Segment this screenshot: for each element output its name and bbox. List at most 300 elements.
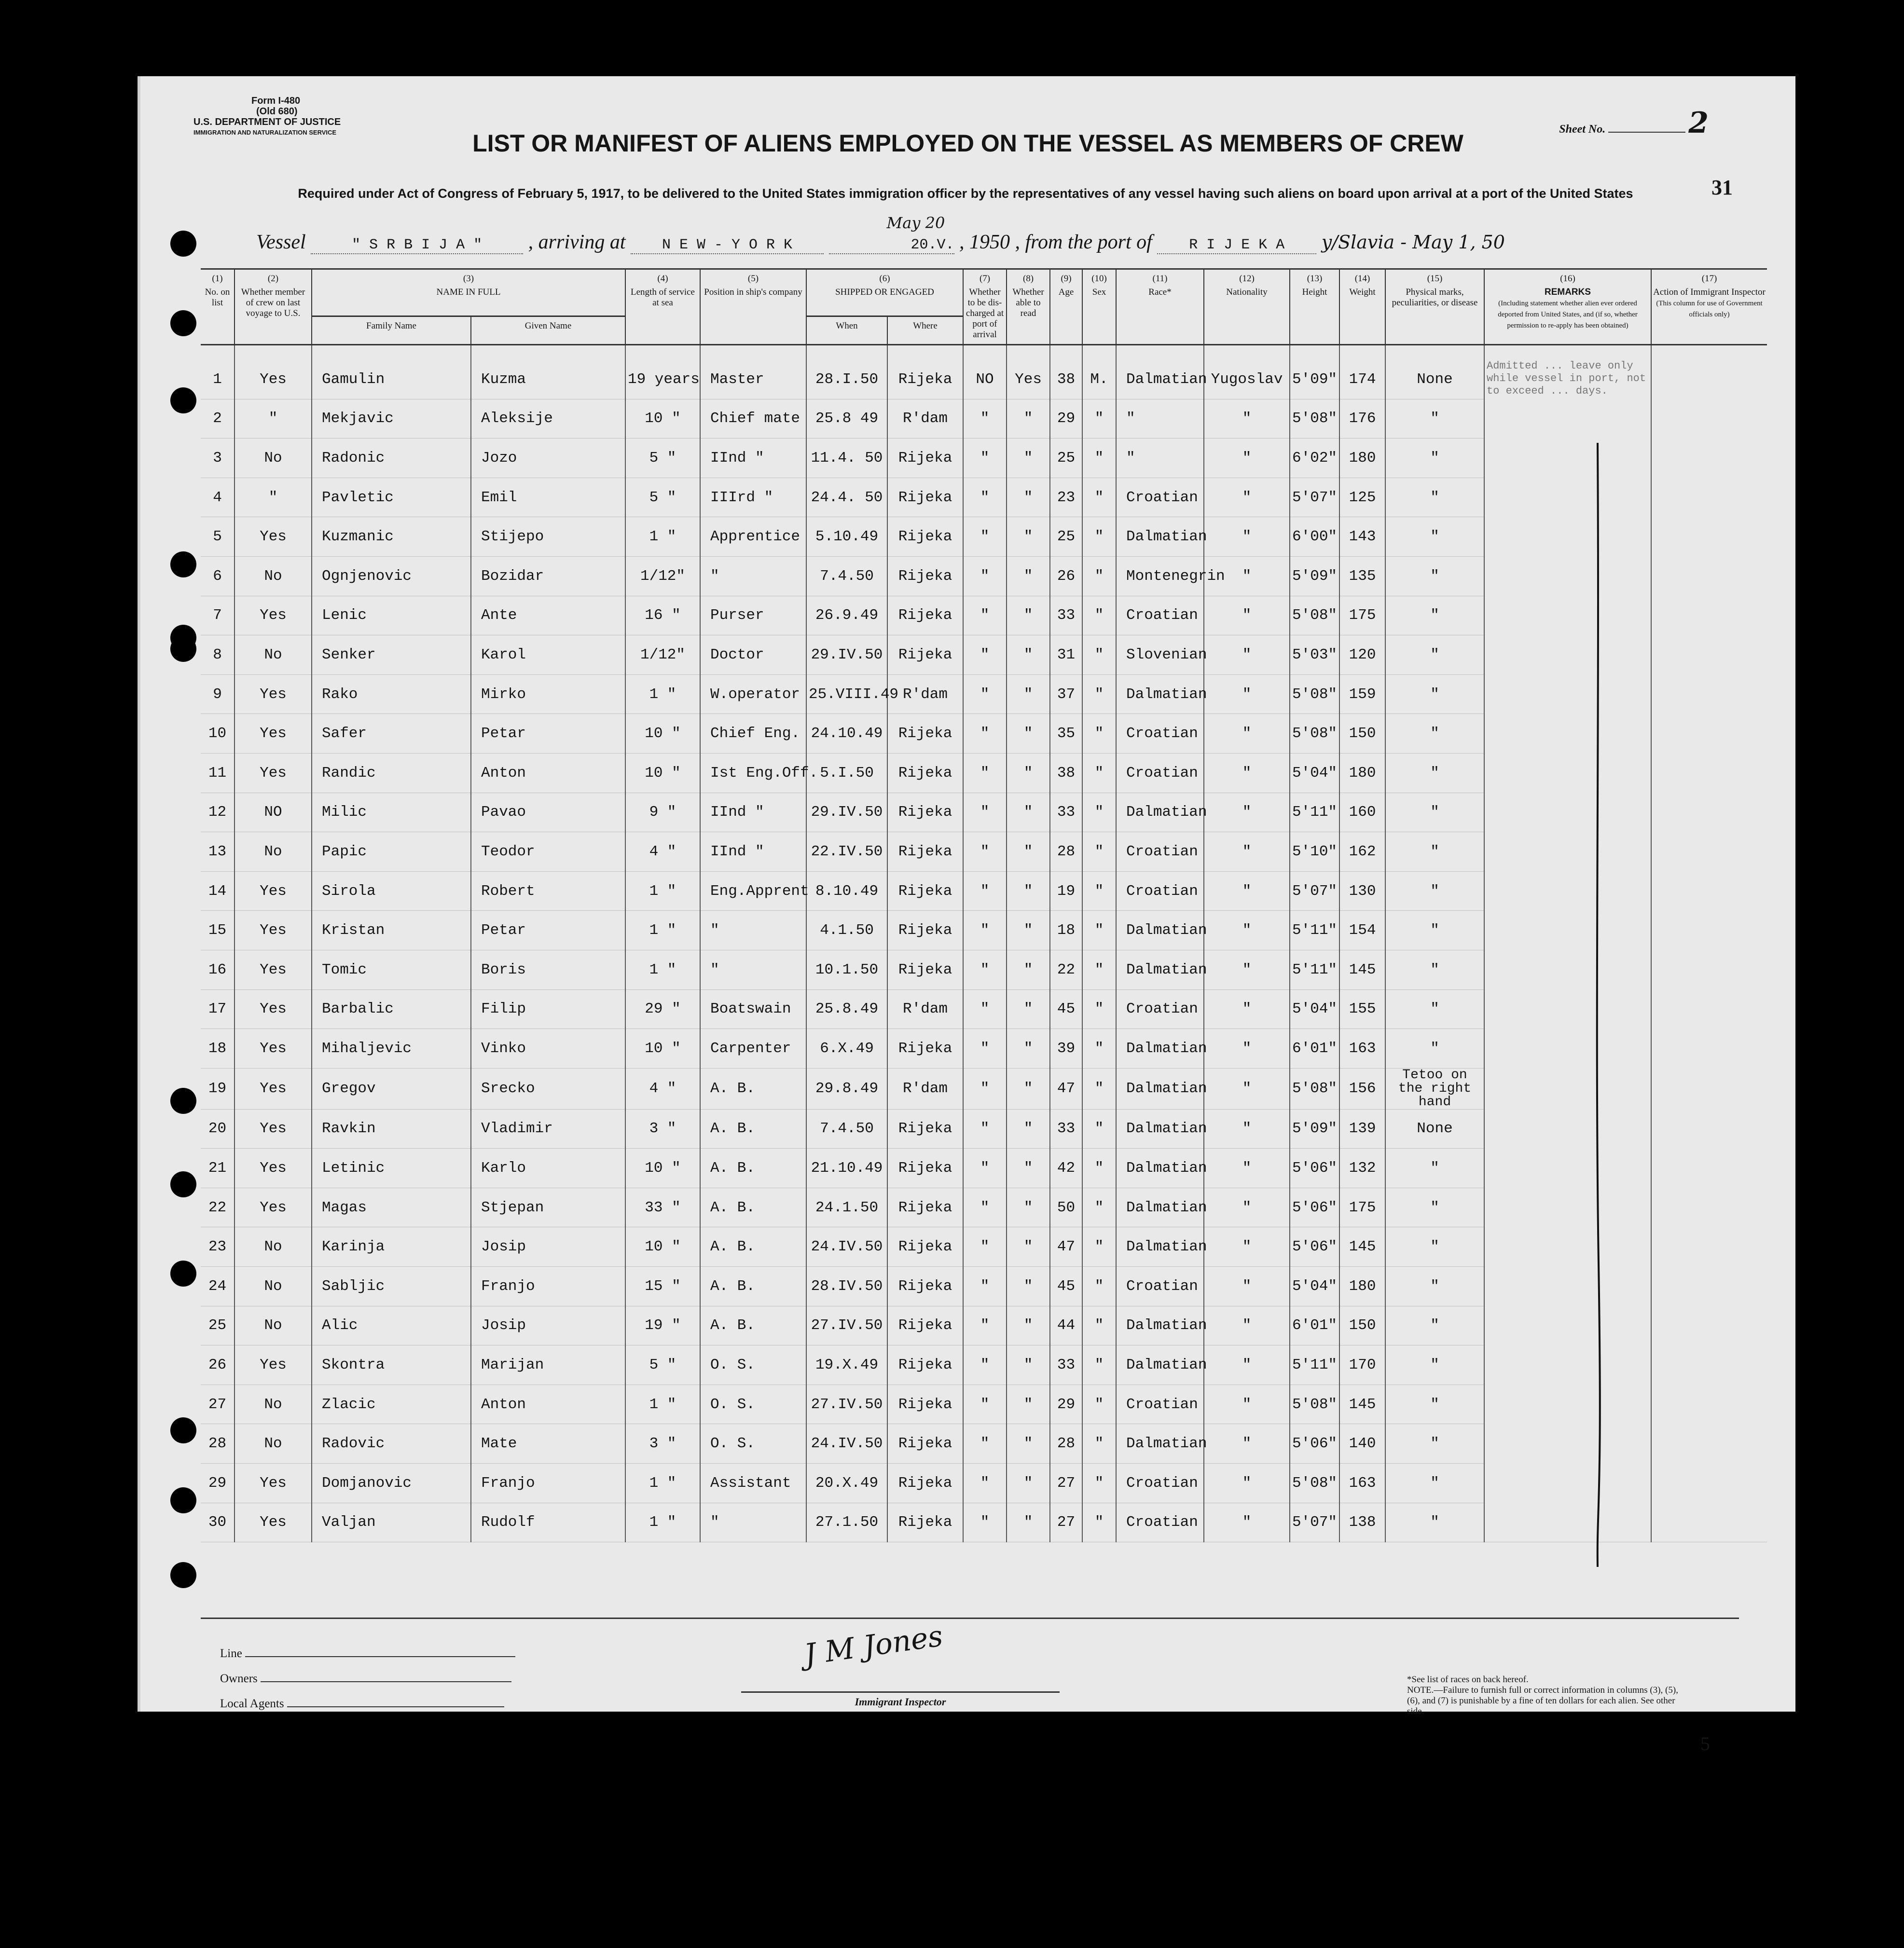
- cell-sex: ": [1082, 871, 1116, 911]
- cell-shipped-when: 29.8.49: [806, 1068, 887, 1109]
- cell-family-name: Radonic: [312, 439, 471, 478]
- cell-able-to-read: ": [1007, 1424, 1050, 1464]
- cell-discharged: ": [963, 556, 1007, 596]
- cell-given-name: Aleksije: [471, 399, 625, 439]
- cell-previous-voyage: Yes: [235, 1149, 312, 1188]
- header-age: (9) Age: [1050, 269, 1082, 345]
- cell-discharged: ": [963, 399, 1007, 439]
- cell-position: IInd ": [700, 832, 806, 872]
- cell-race: Dalmatian: [1116, 1068, 1204, 1109]
- cell-previous-voyage: Yes: [235, 1109, 312, 1149]
- cell-shipped-where: Rijeka: [887, 832, 963, 872]
- corner-mark: 5: [1700, 1733, 1710, 1755]
- cell-position: Master: [700, 345, 806, 399]
- punch-hole: [170, 387, 196, 413]
- immigrant-inspector-label: Immigrant Inspector: [741, 1691, 1060, 1708]
- cell-weight: 175: [1339, 596, 1385, 635]
- cell-weight: 174: [1339, 345, 1385, 399]
- cell-discharged: ": [963, 1385, 1007, 1424]
- cell-height: 5'08": [1290, 1385, 1339, 1424]
- cell-weight: 135: [1339, 556, 1385, 596]
- cell-row-number: 19: [201, 1068, 235, 1109]
- cell-able-to-read: ": [1007, 674, 1050, 714]
- punch-hole: [170, 1171, 196, 1197]
- cell-nationality: ": [1204, 989, 1290, 1029]
- service-name: IMMIGRATION AND NATURALIZATION SERVICE: [193, 129, 337, 136]
- cell-height: 5'09": [1290, 556, 1339, 596]
- cell-sex: ": [1082, 1149, 1116, 1188]
- cell-discharged: ": [963, 1068, 1007, 1109]
- cell-shipped-where: R'dam: [887, 674, 963, 714]
- cell-length-of-service: 29 ": [625, 989, 700, 1029]
- cell-physical-marks: ": [1385, 1345, 1484, 1385]
- cell-given-name: Karol: [471, 635, 625, 675]
- cell-shipped-where: Rijeka: [887, 1029, 963, 1069]
- cell-nationality: ": [1204, 1345, 1290, 1385]
- cell-shipped-where: Rijeka: [887, 714, 963, 754]
- document-subtitle: Required under Act of Congress of February 5, 1917, to be delivered to the United States immigration officer by the representatives of any vessel having such aliens on board upon arrival at a port of the United States: [298, 186, 1633, 201]
- cell-height: 5'08": [1290, 674, 1339, 714]
- cell-previous-voyage: No: [235, 1385, 312, 1424]
- cell-length-of-service: 5 ": [625, 439, 700, 478]
- cell-shipped-when: 7.4.50: [806, 556, 887, 596]
- cell-able-to-read: ": [1007, 950, 1050, 989]
- cell-sex: ": [1082, 793, 1116, 832]
- cell-nationality: ": [1204, 635, 1290, 675]
- cell-shipped-when: 25.8 49: [806, 399, 887, 439]
- cell-family-name: Pavletic: [312, 478, 471, 517]
- cell-weight: 140: [1339, 1424, 1385, 1464]
- cell-age: 33: [1050, 1345, 1082, 1385]
- cell-shipped-when: 11.4. 50: [806, 439, 887, 478]
- cell-discharged: ": [963, 950, 1007, 989]
- cell-height: 5'08": [1290, 714, 1339, 754]
- cell-row-number: 30: [201, 1503, 235, 1542]
- from-port: R I J E K A: [1157, 237, 1316, 254]
- cell-shipped-where: Rijeka: [887, 1385, 963, 1424]
- cell-able-to-read: ": [1007, 871, 1050, 911]
- cell-length-of-service: 4 ": [625, 832, 700, 872]
- cell-weight: 143: [1339, 517, 1385, 557]
- cell-length-of-service: 3 ": [625, 1109, 700, 1149]
- cell-given-name: Franjo: [471, 1267, 625, 1306]
- cell-physical-marks: ": [1385, 478, 1484, 517]
- cell-discharged: NO: [963, 345, 1007, 399]
- cell-family-name: Senker: [312, 635, 471, 675]
- cell-discharged: ": [963, 1149, 1007, 1188]
- cell-shipped-when: 25.VIII.49: [806, 674, 887, 714]
- cell-height: 5'08": [1290, 1464, 1339, 1503]
- cell-race: Dalmatian: [1116, 517, 1204, 557]
- cell-height: 5'08": [1290, 1068, 1339, 1109]
- cell-position: Carpenter: [700, 1029, 806, 1069]
- cell-race: Croatian: [1116, 753, 1204, 793]
- cell-shipped-when: 27.IV.50: [806, 1385, 887, 1424]
- cell-position: A. B.: [700, 1188, 806, 1227]
- cell-height: 6'02": [1290, 439, 1339, 478]
- cell-nationality: ": [1204, 1149, 1290, 1188]
- cell-physical-marks: ": [1385, 1464, 1484, 1503]
- cell-able-to-read: ": [1007, 1068, 1050, 1109]
- cell-nationality: ": [1204, 1029, 1290, 1069]
- cell-age: 35: [1050, 714, 1082, 754]
- header-given-name: Given Name: [471, 316, 625, 345]
- cell-sex: ": [1082, 674, 1116, 714]
- cell-row-number: 27: [201, 1385, 235, 1424]
- cell-nationality: ": [1204, 596, 1290, 635]
- cell-previous-voyage: Yes: [235, 753, 312, 793]
- cell-height: 5'11": [1290, 911, 1339, 950]
- cell-nationality: ": [1204, 674, 1290, 714]
- header-height: (13) Height: [1290, 269, 1339, 345]
- cell-able-to-read: ": [1007, 1503, 1050, 1542]
- table-body: [201, 345, 1767, 1542]
- punch-hole: [170, 636, 196, 662]
- cell-length-of-service: 10 ": [625, 1227, 700, 1267]
- cell-family-name: Papic: [312, 832, 471, 872]
- agents-field: [220, 1697, 504, 1711]
- cell-position: ": [700, 911, 806, 950]
- cell-previous-voyage: Yes: [235, 596, 312, 635]
- cell-shipped-where: Rijeka: [887, 478, 963, 517]
- cell-discharged: ": [963, 1029, 1007, 1069]
- cell-height: 5'04": [1290, 1267, 1339, 1306]
- cell-race: Dalmatian: [1116, 1227, 1204, 1267]
- cell-weight: 170: [1339, 1345, 1385, 1385]
- vessel-line: [256, 214, 1849, 264]
- cell-given-name: Petar: [471, 714, 625, 754]
- cell-weight: 145: [1339, 950, 1385, 989]
- cell-height: 5'09": [1290, 345, 1339, 399]
- department-name: U.S. DEPARTMENT OF JUSTICE: [193, 117, 341, 127]
- cell-given-name: Josip: [471, 1227, 625, 1267]
- cell-given-name: Anton: [471, 753, 625, 793]
- cell-length-of-service: 3 ": [625, 1424, 700, 1464]
- cell-discharged: ": [963, 1227, 1007, 1267]
- cell-age: 37: [1050, 674, 1082, 714]
- cell-discharged: ": [963, 989, 1007, 1029]
- cell-able-to-read: ": [1007, 596, 1050, 635]
- cell-family-name: Safer: [312, 714, 471, 754]
- cell-shipped-where: Rijeka: [887, 950, 963, 989]
- cell-given-name: Filip: [471, 989, 625, 1029]
- cell-previous-voyage: Yes: [235, 1345, 312, 1385]
- cell-previous-voyage: No: [235, 556, 312, 596]
- cell-age: 28: [1050, 1424, 1082, 1464]
- cell-physical-marks: ": [1385, 1424, 1484, 1464]
- cell-position: Chief mate: [700, 399, 806, 439]
- cell-age: 26: [1050, 556, 1082, 596]
- cell-race: Croatian: [1116, 1503, 1204, 1542]
- cell-age: 45: [1050, 1267, 1082, 1306]
- cell-given-name: Karlo: [471, 1149, 625, 1188]
- cell-shipped-when: 26.9.49: [806, 596, 887, 635]
- cell-shipped-where: R'dam: [887, 1068, 963, 1109]
- cell-sex: ": [1082, 1029, 1116, 1069]
- cell-shipped-where: Rijeka: [887, 439, 963, 478]
- cell-weight: 180: [1339, 753, 1385, 793]
- cell-race: Croatian: [1116, 989, 1204, 1029]
- punch-hole: [170, 1487, 196, 1513]
- cell-shipped-when: 27.1.50: [806, 1503, 887, 1542]
- cell-given-name: Mirko: [471, 674, 625, 714]
- cell-position: Ist Eng.Off.: [700, 753, 806, 793]
- cell-sex: ": [1082, 596, 1116, 635]
- cell-nationality: ": [1204, 399, 1290, 439]
- cell-row-number: 12: [201, 793, 235, 832]
- cell-previous-voyage: Yes: [235, 1029, 312, 1069]
- cell-shipped-where: Rijeka: [887, 1188, 963, 1227]
- cell-discharged: ": [963, 517, 1007, 557]
- cell-physical-marks: ": [1385, 950, 1484, 989]
- cell-given-name: Petar: [471, 911, 625, 950]
- header-remarks: (16) REMARKS (Including statement whether alien ever ordered deported from United States, and (if so, whether permission to re-apply has been obtained): [1484, 269, 1651, 345]
- cell-physical-marks: ": [1385, 517, 1484, 557]
- cell-nationality: ": [1204, 1385, 1290, 1424]
- cell-physical-marks: ": [1385, 911, 1484, 950]
- cell-nationality: ": [1204, 793, 1290, 832]
- cell-discharged: ": [963, 439, 1007, 478]
- cell-physical-marks: ": [1385, 1029, 1484, 1069]
- arrival-port: N E W - Y O R K: [631, 237, 824, 254]
- cell-shipped-where: Rijeka: [887, 911, 963, 950]
- cell-weight: 132: [1339, 1149, 1385, 1188]
- punch-hole: [170, 1088, 196, 1114]
- cell-race: ": [1116, 399, 1204, 439]
- cell-family-name: Letinic: [312, 1149, 471, 1188]
- cell-position: Chief Eng.: [700, 714, 806, 754]
- cell-weight: 176: [1339, 399, 1385, 439]
- cell-nationality: ": [1204, 714, 1290, 754]
- cell-nationality: ": [1204, 556, 1290, 596]
- cell-height: 6'00": [1290, 517, 1339, 557]
- cell-weight: 130: [1339, 871, 1385, 911]
- form-old-number: (Old 680): [256, 106, 298, 117]
- cell-able-to-read: ": [1007, 556, 1050, 596]
- cell-race: Dalmatian: [1116, 345, 1204, 399]
- cell-length-of-service: 1 ": [625, 674, 700, 714]
- manifest-footer: [201, 1618, 1739, 1783]
- cell-previous-voyage: No: [235, 1306, 312, 1345]
- cell-position: A. B.: [700, 1109, 806, 1149]
- cell-row-number: 11: [201, 753, 235, 793]
- cell-given-name: Anton: [471, 1385, 625, 1424]
- vessel-label: Vessel: [256, 231, 306, 253]
- cell-nationality: ": [1204, 753, 1290, 793]
- cell-discharged: ": [963, 1345, 1007, 1385]
- cell-family-name: Skontra: [312, 1345, 471, 1385]
- punch-hole: [170, 1261, 196, 1287]
- header-shipped-or-engaged: (6) SHIPPED OR ENGAGED: [806, 269, 963, 316]
- cell-sex: ": [1082, 1306, 1116, 1345]
- cell-row-number: 18: [201, 1029, 235, 1069]
- cell-position: ": [700, 950, 806, 989]
- cell-age: 29: [1050, 399, 1082, 439]
- cell-able-to-read: ": [1007, 478, 1050, 517]
- cell-length-of-service: 9 ": [625, 793, 700, 832]
- punch-hole: [170, 1417, 196, 1443]
- cell-position: ": [700, 1503, 806, 1542]
- cell-row-number: 24: [201, 1267, 235, 1306]
- cell-family-name: Magas: [312, 1188, 471, 1227]
- cell-previous-voyage: Yes: [235, 871, 312, 911]
- document-title: LIST OR MANIFEST OF ALIENS EMPLOYED ON THE VESSEL AS MEMBERS OF CREW: [472, 130, 1463, 157]
- cell-height: 5'07": [1290, 478, 1339, 517]
- cell-nationality: ": [1204, 1227, 1290, 1267]
- cell-previous-voyage: ": [235, 399, 312, 439]
- cell-race: Dalmatian: [1116, 1424, 1204, 1464]
- cell-shipped-where: Rijeka: [887, 596, 963, 635]
- cell-length-of-service: 5 ": [625, 478, 700, 517]
- cell-row-number: 10: [201, 714, 235, 754]
- cell-age: 33: [1050, 793, 1082, 832]
- cell-shipped-where: Rijeka: [887, 793, 963, 832]
- cell-nationality: ": [1204, 478, 1290, 517]
- cell-row-number: 4: [201, 478, 235, 517]
- cell-discharged: ": [963, 1424, 1007, 1464]
- cell-row-number: 13: [201, 832, 235, 872]
- inspector-signature: J M Jones: [802, 1619, 945, 1672]
- cell-race: Croatian: [1116, 1464, 1204, 1503]
- cell-length-of-service: 1 ": [625, 517, 700, 557]
- from-port-handwritten: y/Slavia - May 1, 50: [1321, 232, 1505, 253]
- cell-family-name: Domjanovic: [312, 1464, 471, 1503]
- cell-previous-voyage: Yes: [235, 674, 312, 714]
- cell-discharged: ": [963, 1503, 1007, 1542]
- cell-nationality: ": [1204, 1188, 1290, 1227]
- cell-able-to-read: ": [1007, 753, 1050, 793]
- cell-age: 44: [1050, 1306, 1082, 1345]
- cell-weight: 145: [1339, 1385, 1385, 1424]
- cell-shipped-where: Rijeka: [887, 635, 963, 675]
- cell-family-name: Ravkin: [312, 1109, 471, 1149]
- cell-family-name: Kristan: [312, 911, 471, 950]
- cell-height: 5'11": [1290, 1345, 1339, 1385]
- cell-row-number: 20: [201, 1109, 235, 1149]
- cell-age: 27: [1050, 1464, 1082, 1503]
- cell-age: 42: [1050, 1149, 1082, 1188]
- cell-previous-voyage: Yes: [235, 989, 312, 1029]
- cell-shipped-when: 29.IV.50: [806, 635, 887, 675]
- cell-sex: ": [1082, 1345, 1116, 1385]
- cell-length-of-service: 1 ": [625, 1503, 700, 1542]
- cell-length-of-service: 1 ": [625, 911, 700, 950]
- cell-discharged: ": [963, 635, 1007, 675]
- cell-shipped-where: Rijeka: [887, 1424, 963, 1464]
- cell-weight: 139: [1339, 1109, 1385, 1149]
- cell-position: A. B.: [700, 1227, 806, 1267]
- cell-shipped-when: 24.IV.50: [806, 1424, 887, 1464]
- race-footnote: *See list of races on back hereof.: [1407, 1674, 1529, 1685]
- cell-age: 45: [1050, 989, 1082, 1029]
- cell-age: 39: [1050, 1029, 1082, 1069]
- cell-given-name: Srecko: [471, 1068, 625, 1109]
- cell-family-name: Kuzmanic: [312, 517, 471, 557]
- header-name-in-full: (3) NAME IN FULL: [312, 269, 625, 316]
- cell-height: 5'04": [1290, 989, 1339, 1029]
- cell-able-to-read: ": [1007, 714, 1050, 754]
- cell-race: Dalmatian: [1116, 793, 1204, 832]
- cell-given-name: Pavao: [471, 793, 625, 832]
- cell-weight: 120: [1339, 635, 1385, 675]
- cell-height: 5'10": [1290, 832, 1339, 872]
- cell-able-to-read: ": [1007, 1267, 1050, 1306]
- cell-shipped-where: Rijeka: [887, 1345, 963, 1385]
- cell-given-name: Teodor: [471, 832, 625, 872]
- cell-family-name: Barbalic: [312, 989, 471, 1029]
- cell-able-to-read: ": [1007, 1345, 1050, 1385]
- cell-race: Dalmatian: [1116, 1188, 1204, 1227]
- cell-shipped-where: R'dam: [887, 989, 963, 1029]
- cell-shipped-when: 24.IV.50: [806, 1227, 887, 1267]
- header-family-name: Family Name: [312, 316, 471, 345]
- cell-shipped-when: 21.10.49: [806, 1149, 887, 1188]
- cell-discharged: ": [963, 596, 1007, 635]
- local-agents-label: Local Agents: [220, 1697, 284, 1710]
- cell-family-name: Valjan: [312, 1503, 471, 1542]
- cell-physical-marks: ": [1385, 1267, 1484, 1306]
- cell-row-number: 15: [201, 911, 235, 950]
- cell-sex: ": [1082, 635, 1116, 675]
- cell-nationality: ": [1204, 950, 1290, 989]
- cell-physical-marks: ": [1385, 753, 1484, 793]
- cell-weight: 138: [1339, 1503, 1385, 1542]
- cell-weight: 180: [1339, 1267, 1385, 1306]
- header-physical-marks: (15) Physical marks, peculiarities, or disease: [1385, 269, 1484, 345]
- cell-shipped-when: 19.X.49: [806, 1345, 887, 1385]
- cell-able-to-read: ": [1007, 1227, 1050, 1267]
- footer-notes: [1407, 1674, 1687, 1717]
- cell-shipped-when: 22.IV.50: [806, 832, 887, 872]
- cell-discharged: ": [963, 1464, 1007, 1503]
- cell-row-number: 1: [201, 345, 235, 399]
- cell-length-of-service: 1 ": [625, 1385, 700, 1424]
- cell-race: Croatian: [1116, 596, 1204, 635]
- cell-row-number: 6: [201, 556, 235, 596]
- cell-row-number: 23: [201, 1227, 235, 1267]
- cell-weight: 125: [1339, 478, 1385, 517]
- cell-physical-marks: ": [1385, 793, 1484, 832]
- cell-shipped-when: 5.10.49: [806, 517, 887, 557]
- cell-height: 5'06": [1290, 1424, 1339, 1464]
- sheet-number-handwritten: 2: [1688, 106, 1709, 140]
- cell-shipped-when: 29.IV.50: [806, 793, 887, 832]
- cell-able-to-read: ": [1007, 832, 1050, 872]
- cell-length-of-service: 10 ": [625, 714, 700, 754]
- cell-shipped-when: 24.10.49: [806, 714, 887, 754]
- cell-family-name: Zlacic: [312, 1385, 471, 1424]
- header-no: (1) No. on list: [201, 269, 235, 345]
- punch-hole: [170, 1562, 196, 1588]
- cell-nationality: ": [1204, 871, 1290, 911]
- cell-discharged: ": [963, 753, 1007, 793]
- cell-age: 47: [1050, 1068, 1082, 1109]
- cell-height: 5'08": [1290, 596, 1339, 635]
- cell-position: O. S.: [700, 1385, 806, 1424]
- crew-manifest-table: [201, 268, 1767, 1542]
- cell-family-name: Randic: [312, 753, 471, 793]
- cell-given-name: Kuzma: [471, 345, 625, 399]
- cell-race: Croatian: [1116, 714, 1204, 754]
- cell-row-number: 2: [201, 399, 235, 439]
- cell-shipped-when: 20.X.49: [806, 1464, 887, 1503]
- cell-race: Croatian: [1116, 1385, 1204, 1424]
- cell-nationality: Yugoslav: [1204, 345, 1290, 399]
- cell-age: 22: [1050, 950, 1082, 989]
- cell-sex: ": [1082, 556, 1116, 596]
- cell-shipped-when: 25.8.49: [806, 989, 887, 1029]
- cell-age: 38: [1050, 345, 1082, 399]
